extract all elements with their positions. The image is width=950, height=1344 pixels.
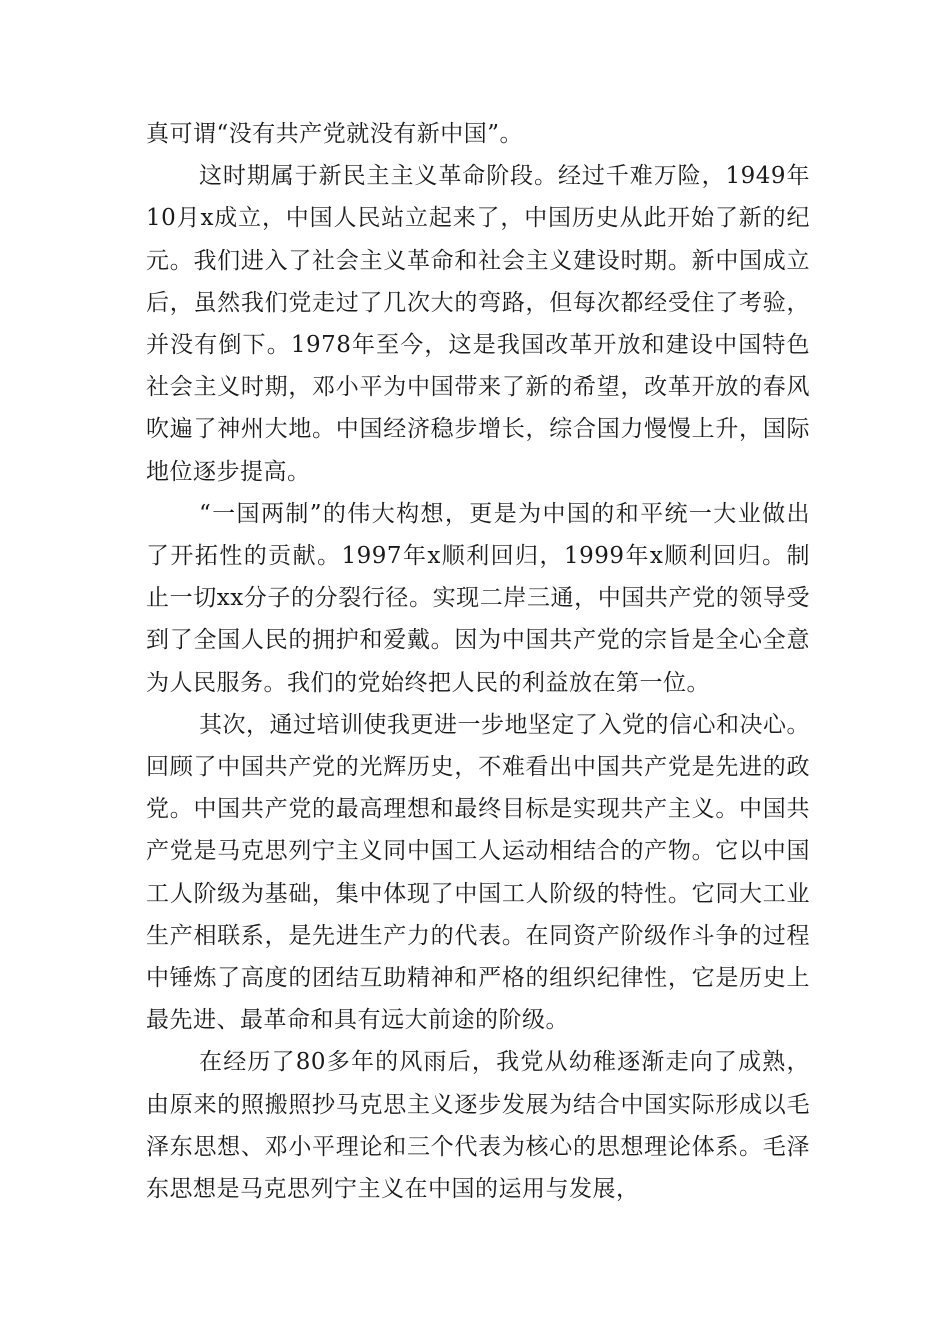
document-body	[146, 113, 810, 1210]
paragraph-5: 在经历了80多年的风雨后，我党从幼稚逐渐走向了成熟，由原来的照搬照抄马克思主义逐步发展为结合中国实际形成以毛泽东思想、邓小平理论和三个代表为核心的思想理论体系。毛泽东思想是马克思列宁主义在中国的运用与发展，	[146, 1049, 810, 1203]
paragraph-4: 其次，通过培训使我更进一步地坚定了入党的信心和决心。回顾了中国共产党的光辉历史，不难看出中国共产党是先进的政党。中国共产党的最高理想和最终目标是实现共产主义。中国共产党是马克思列宁主义同中国工人运动相结合的产物。它以中国工人阶级为基础，集中体现了中国工人阶级的特性。它同大工业生产相联系，是先进生产力的代表。在同资产阶级作斗争的过程中锤炼了高度的团结互助精神和严格的组织纪律性，它是历史上最先进、最革命和具有远大前途的阶级。	[146, 711, 810, 1034]
paragraph-3: “一国两制”的伟大构想，更是为中国的和平统一大业做出了开拓性的贡献。1997年x顺利回归，1999年x顺利回归。制止一切xx分子的分裂行径。实现二岸三通，中国共产党的领导受到了全国人民的拥护和爱戴。因为中国共产党的宗旨是全心全意为人民服务。我们的党始终把人民的利益放在第一位。	[146, 500, 810, 696]
paragraph-1: 真可谓“没有共产党就没有新中国”。	[146, 121, 524, 147]
paragraph-2: 这时期属于新民主主义革命阶段。经过千难万险，1949年10月x成立，中国人民站立起来了，中国历史从此开始了新的纪元。我们进入了社会主义革命和社会主义建设时期。新中国成立后，虽然我们党走过了几次大的弯路，但每次都经受住了考验，并没有倒下。1978年至今，这是我国改革开放和建设中国特色社会主义时期，邓小平为中国带来了新的希望，改革开放的春风吹遍了神州大地。中国经济稳步增长，综合国力慢慢上升，国际地位逐步提高。	[146, 163, 810, 485]
